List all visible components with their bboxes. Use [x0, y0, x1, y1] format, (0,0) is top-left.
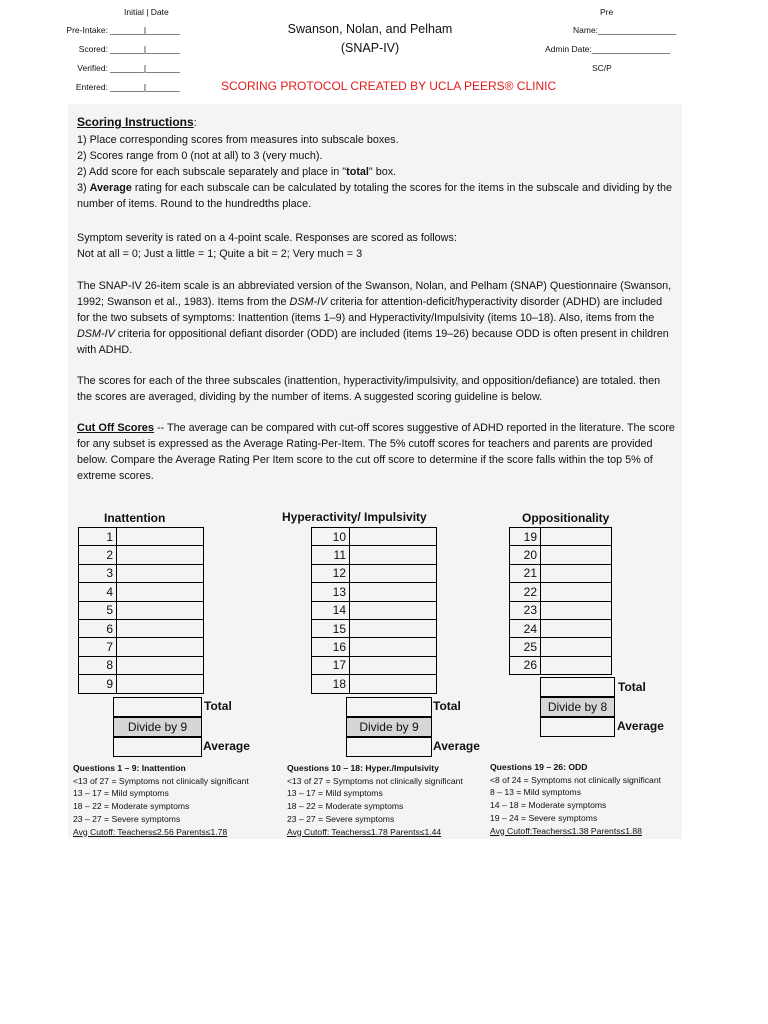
field-label: Verified:: [77, 63, 108, 73]
form-subtitle: (SNAP-IV): [340, 41, 400, 55]
pre-label: Pre: [600, 7, 614, 17]
table-row: [79, 638, 204, 656]
table-row: [510, 656, 612, 674]
item-number: 4: [79, 583, 117, 601]
table-row: [510, 638, 612, 656]
initial-date-blank[interactable]: ________|________: [110, 25, 180, 35]
instruction-step: 2) Add score for each subscale separately and place in "total" box.: [77, 166, 397, 178]
severity-line: Symptom severity is rated on a 4-point scale. Responses are scored as follows:: [77, 232, 457, 244]
item-number: 19: [510, 528, 541, 546]
name-field[interactable]: [573, 25, 676, 35]
heading-colon: :: [193, 117, 197, 129]
score-box[interactable]: [541, 528, 612, 546]
scp-label: SC/P: [592, 63, 612, 73]
inattention-table: [78, 527, 204, 694]
item-number: 26: [510, 656, 541, 674]
score-box[interactable]: [350, 619, 437, 637]
field-pre-intake[interactable]: [0, 25, 220, 37]
inattention-average-box[interactable]: [113, 737, 202, 757]
guide-line: 14 – 18 = Moderate symptoms: [490, 800, 607, 811]
table-row: [312, 619, 437, 637]
table-row: [510, 564, 612, 582]
score-box[interactable]: [117, 528, 204, 546]
staff-fields: [0, 25, 220, 95]
score-box[interactable]: [117, 619, 204, 637]
table-row: [79, 546, 204, 564]
inattention-guideline: [73, 762, 249, 838]
table-row: [312, 564, 437, 582]
severity-scale: [77, 230, 677, 262]
field-entered[interactable]: [0, 82, 220, 94]
item-number: 5: [79, 601, 117, 619]
admin-date-blank[interactable]: __________________: [591, 44, 670, 54]
admin-date-field[interactable]: [545, 44, 670, 54]
severity-line: Not at all = 0; Just a little = 1; Quite a bit = 2; Very much = 3: [77, 248, 363, 260]
table-row: [510, 583, 612, 601]
field-scored[interactable]: [0, 44, 220, 56]
table-row: [510, 528, 612, 546]
table-row: [510, 619, 612, 637]
snap-description: The SNAP-IV 26-item scale is an abbreviated version of the Swanson, Nolan, and Pelham (SNAP) Questionnaire (Swanson, 1992; Swanson et al., 1983). Items from the DSM-IV criteria for attention-deficit/hyperactivity disorder (ADHD) are included for the two subsets of symptoms: Inattention (items 1–9) and Hyperactivity/Impulsivity (items 10–18). Also, items from the DSM-IV criteria for oppositional defiant disorder (ODD) are included (items 19–26) because ODD is often present in children with ADHD.: [77, 280, 672, 356]
item-number: 9: [79, 675, 117, 693]
table-row: [312, 546, 437, 564]
guide-line: 8 – 13 = Mild symptoms: [490, 787, 581, 798]
table-row: [510, 601, 612, 619]
table-row: [79, 675, 204, 693]
guide-line: 23 – 27 = Severe symptoms: [73, 813, 181, 824]
guide-cutoff: Avg Cutoff: Teachers≤1.78 Parents≤1.44: [287, 826, 442, 837]
hyperactivity-guideline: [287, 762, 463, 838]
score-box[interactable]: [117, 546, 204, 564]
item-number: 3: [79, 564, 117, 582]
cutoff-description: Cut Off Scores -- The average can be compared with cut-off scores suggestive of ADHD reported in the literature. The score for any subset is expressed as the Average Rating-Per-Item. The 5% cutoff scores for teachers and parents are provided below. Compare the Average Rating Per Item score to the cut off score to determine if the score falls within the top 5% of extreme scores.: [77, 422, 675, 482]
item-number: 14: [312, 601, 350, 619]
initial-date-blank[interactable]: ________|________: [110, 44, 180, 54]
guide-line: 18 – 22 = Moderate symptoms: [73, 801, 190, 812]
score-box[interactable]: [541, 619, 612, 637]
item-number: 22: [510, 583, 541, 601]
score-box[interactable]: [350, 656, 437, 674]
item-number: 7: [79, 638, 117, 656]
score-box[interactable]: [117, 564, 204, 582]
score-box[interactable]: [541, 583, 612, 601]
averaging-description: The scores for each of the three subscales (inattention, hyperactivity/impulsivity, and opposition/defiance) are totaled. then the scores are averaged, dividing by the number of items. A suggested scoring guideline is below.: [77, 375, 661, 403]
field-label: Entered:: [75, 82, 108, 92]
guide-heading: Questions 19 – 26: ODD: [490, 762, 588, 772]
table-row: [79, 583, 204, 601]
guide-line: 13 – 17 = Mild symptoms: [73, 788, 169, 799]
guide-line: 13 – 17 = Mild symptoms: [287, 788, 383, 799]
item-number: 20: [510, 546, 541, 564]
score-box[interactable]: [541, 546, 612, 564]
score-box[interactable]: [117, 656, 204, 674]
total-label: Total: [204, 699, 232, 713]
name-label: Name:: [573, 25, 599, 35]
item-number: 23: [510, 601, 541, 619]
instructions-heading: Scoring Instructions: [77, 115, 194, 129]
total-label: Total: [618, 680, 646, 694]
guide-line: 19 – 24 = Severe symptoms: [490, 812, 598, 823]
table-row: [510, 546, 612, 564]
table-row: [79, 564, 204, 582]
score-box[interactable]: [350, 564, 437, 582]
protocol-credit: SCORING PROTOCOL CREATED BY UCLA PEERS® CLINIC: [221, 79, 557, 93]
average-label: Average: [617, 719, 664, 733]
table-row: [79, 619, 204, 637]
field-label: Scored:: [78, 44, 108, 54]
score-box[interactable]: [350, 583, 437, 601]
average-label: Average: [433, 739, 480, 753]
score-box[interactable]: [541, 638, 612, 656]
item-number: 10: [312, 528, 350, 546]
item-number: 1: [79, 528, 117, 546]
item-number: 13: [312, 583, 350, 601]
cutoff-heading: Cut Off Scores: [77, 422, 155, 434]
initial-date-label: Initial | Date: [124, 7, 169, 17]
divide-box: Divide by 8: [540, 697, 615, 717]
item-number: 18: [312, 675, 350, 693]
item-number: 24: [510, 619, 541, 637]
guide-line: 23 – 27 = Severe symptoms: [287, 813, 395, 824]
score-box[interactable]: [350, 546, 437, 564]
item-number: 16: [312, 638, 350, 656]
table-row: [312, 601, 437, 619]
oppositionality-table: [509, 527, 612, 675]
table-row: [312, 583, 437, 601]
oppositionality-average-box[interactable]: [540, 717, 615, 737]
guide-line: <13 of 27 = Symptoms not clinically significant: [287, 775, 463, 786]
instruction-step: 2) Scores range from 0 (not at all) to 3 (very much).: [77, 150, 323, 162]
score-box[interactable]: [117, 675, 204, 693]
hyperactivity-table: [311, 527, 437, 694]
item-number: 11: [312, 546, 350, 564]
guide-line: 18 – 22 = Moderate symptoms: [287, 801, 404, 812]
table-row: [79, 601, 204, 619]
score-box[interactable]: [117, 638, 204, 656]
guide-line: <8 of 24 = Symptoms not clinically significant: [490, 774, 662, 785]
score-box[interactable]: [350, 601, 437, 619]
table-row: [312, 528, 437, 546]
total-label: Total: [433, 699, 461, 713]
table-row: [312, 656, 437, 674]
score-box[interactable]: [541, 601, 612, 619]
table-row: [312, 675, 437, 693]
score-box[interactable]: [350, 638, 437, 656]
oppositionality-total-box[interactable]: [540, 677, 615, 697]
item-number: 6: [79, 619, 117, 637]
divide-box: Divide by 9: [113, 717, 202, 737]
guide-cutoff: Avg Cutoff:Teachers≤1.38 Parents≤1.88: [490, 825, 642, 836]
table-row: [312, 638, 437, 656]
item-number: 25: [510, 638, 541, 656]
score-box[interactable]: [117, 583, 204, 601]
hyperactivity-total-box[interactable]: [346, 697, 432, 717]
inattention-total-box[interactable]: [113, 697, 202, 717]
hyperactivity-average-box[interactable]: [346, 737, 432, 757]
name-blank[interactable]: __________________: [598, 25, 676, 35]
item-number: 8: [79, 656, 117, 674]
average-label: Average: [203, 739, 250, 753]
guide-heading: Questions 10 – 18: Hyper./Impulsivity: [287, 763, 439, 773]
guide-line: <13 of 27 = Symptoms not clinically significant: [73, 775, 249, 786]
oppositionality-guideline: [490, 761, 661, 837]
score-box[interactable]: [541, 564, 612, 582]
table-row: [79, 656, 204, 674]
oppositionality-title: Oppositionality: [522, 511, 610, 525]
initial-date-blank[interactable]: ________|________: [110, 82, 180, 92]
table-row: [79, 528, 204, 546]
item-number: 17: [312, 656, 350, 674]
instruction-step: 3) Average rating for each subscale can be calculated by totaling the scores for the items in the subscale and dividing by the number of items. Round to the hundredths place.: [77, 182, 672, 210]
item-number: 15: [312, 619, 350, 637]
form-title: Swanson, Nolan, and Pelham: [287, 22, 453, 36]
score-box[interactable]: [350, 675, 437, 693]
score-box[interactable]: [117, 601, 204, 619]
item-number: 21: [510, 564, 541, 582]
scoring-instructions: [77, 114, 677, 212]
divide-box: Divide by 9: [346, 717, 432, 737]
score-box[interactable]: [541, 656, 612, 674]
field-verified[interactable]: [0, 63, 220, 75]
guide-heading: Questions 1 – 9: Inattention: [73, 763, 186, 773]
admin-date-label: Admin Date:: [545, 44, 592, 54]
field-label: Pre-Intake:: [66, 25, 108, 35]
instruction-step: 1) Place corresponding scores from measures into subscale boxes.: [77, 134, 399, 146]
item-number: 12: [312, 564, 350, 582]
initial-date-blank[interactable]: ________|________: [110, 63, 180, 73]
score-box[interactable]: [350, 528, 437, 546]
guide-cutoff: Avg Cutoff: Teachers≤2.56 Parents≤1.78: [73, 826, 228, 837]
item-number: 2: [79, 546, 117, 564]
hyperactivity-title: Hyperactivity/ Impulsivity: [282, 510, 427, 524]
inattention-title: Inattention: [104, 511, 166, 525]
